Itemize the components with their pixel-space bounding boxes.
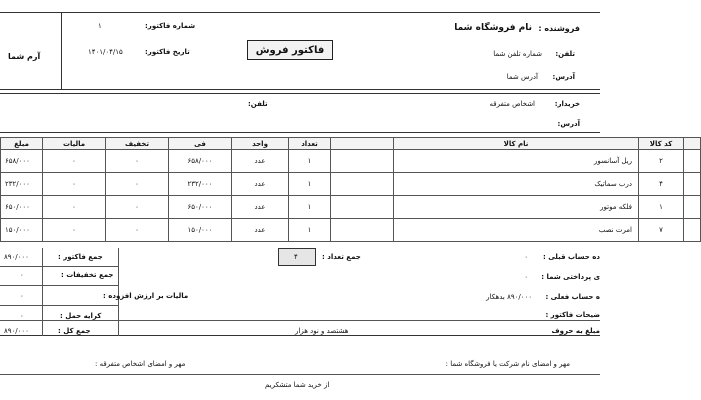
- cell-price: ۱۵۰/۰۰۰: [169, 219, 232, 242]
- grand-total-label: جمع کل :: [58, 327, 91, 335]
- header-qty: تعداد: [289, 138, 331, 150]
- prev-balance-value: ۰: [524, 253, 528, 261]
- summary-labels-divider: [118, 248, 119, 320]
- seller-address: آدرس شما: [506, 73, 538, 81]
- cell-unit: عدد: [232, 196, 289, 219]
- words-value: هشتصد و نود هزار: [295, 327, 349, 335]
- cell-code: ۴: [639, 173, 684, 196]
- grand-total-value: ۸۹۰/۰۰۰: [4, 327, 29, 335]
- seller-phone-label: تلفن:: [555, 50, 575, 58]
- table-row: [1, 219, 701, 242]
- buyer-phone-label: تلفن:: [248, 100, 268, 108]
- cell-qty: ۱: [289, 150, 331, 173]
- header-code: کد کالا: [639, 138, 684, 150]
- cell-unit: عدد: [232, 173, 289, 196]
- header-price: فی: [169, 138, 232, 150]
- cell-name: فلکه موتور: [394, 196, 639, 219]
- header-tax: مالیات: [43, 138, 106, 150]
- cell-discount: ۰: [106, 219, 169, 242]
- your-payment-value: ۰: [524, 273, 528, 281]
- cell-discount: ۰: [106, 173, 169, 196]
- cell-spacer: [331, 173, 394, 196]
- cell-price: ۶۵۸/۰۰۰: [169, 150, 232, 173]
- invoice-total-label: جمع فاکتور :: [58, 253, 103, 261]
- cell-qty: ۱: [289, 196, 331, 219]
- current-balance-value: ۸۹۰/۰۰۰ بدهکار: [486, 293, 532, 301]
- grand-total-divider: [42, 320, 43, 336]
- invoice-number: ۱: [98, 22, 102, 30]
- cell-amount: ۱۵۰/۰۰۰: [1, 219, 43, 242]
- your-payment-label: ی پرداختی شما :: [541, 273, 600, 281]
- items-table: [0, 137, 701, 242]
- seller-phone: شماره تلفن شما: [493, 50, 542, 58]
- cell-discount: ۰: [106, 150, 169, 173]
- invoice-date-label: تاریخ فاکتور:: [145, 48, 190, 56]
- header-discount: تخفیف: [106, 138, 169, 150]
- cell-name: امرت نصب: [394, 219, 639, 242]
- header-name: نام کالا: [394, 138, 639, 150]
- buyer-box: [0, 93, 600, 133]
- cell-code: ۱: [639, 196, 684, 219]
- invoice-date: ۱۴۰۱/۰۴/۱۵: [88, 48, 123, 56]
- cell-qty: ۱: [289, 173, 331, 196]
- words-divider: [118, 320, 119, 336]
- cell-price: ۶۵۰/۰۰۰: [169, 196, 232, 219]
- header-amount: مبلغ: [1, 138, 43, 150]
- cell-unit: عدد: [232, 150, 289, 173]
- cell-qty: ۱: [289, 219, 331, 242]
- thanks-text: از خرید شما متشکریم: [265, 381, 330, 389]
- summary-rule-2: [0, 285, 118, 286]
- discounts-label: جمع تخفیفات :: [61, 271, 114, 279]
- table-header-row: [1, 138, 701, 150]
- seller-address-label: آدرس:: [552, 73, 575, 81]
- buyer-name: اشخاص متفرقه: [489, 100, 535, 108]
- cell-price: ۲۳۲/۰۰۰: [169, 173, 232, 196]
- vat-label: مالیات بر ارزش افزوده :: [103, 292, 189, 300]
- cell-discount: ۰: [106, 196, 169, 219]
- buyer-signature: مهر و امضای اشخاص متفرقه :: [95, 360, 186, 368]
- logo-box: [0, 12, 62, 90]
- invoice-total-value: ۸۹۰/۰۰۰: [4, 253, 29, 261]
- shipping-value: ۰: [20, 312, 24, 320]
- total-count-label: جمع تعداد :: [322, 253, 361, 261]
- total-count-value: ۴: [294, 253, 298, 261]
- summary-amounts-divider: [42, 248, 43, 320]
- header-unit: واحد: [232, 138, 289, 150]
- summary-rule-1: [0, 266, 118, 267]
- cell-amount: ۶۵۰/۰۰۰: [1, 196, 43, 219]
- cell-row: [684, 219, 701, 242]
- summary-rule-4: [0, 320, 600, 321]
- cell-tax: ۰: [43, 173, 106, 196]
- cell-tax: ۰: [43, 150, 106, 173]
- cell-spacer: [331, 196, 394, 219]
- cell-code: ۲: [639, 150, 684, 173]
- cell-amount: ۶۵۸/۰۰۰: [1, 150, 43, 173]
- invoice-number-label: شماره فاکتور:: [145, 22, 196, 30]
- seller-label: فروشنده :: [538, 24, 580, 33]
- prev-balance-label: ده حساب قبلی :: [542, 253, 600, 261]
- buyer-address-label: آدرس:: [557, 120, 580, 128]
- cell-code: ۷: [639, 219, 684, 242]
- invoice-title: فاکتور فروش: [247, 40, 333, 60]
- cell-name: ریل آسانسور: [394, 150, 639, 173]
- vat-value: ۰: [20, 292, 24, 300]
- cell-tax: ۰: [43, 196, 106, 219]
- shipping-label: کرایه حمل :: [60, 312, 102, 320]
- seller-signature: مهر و امضای نام شرکت یا فروشگاه شما :: [445, 360, 570, 368]
- table-row: [1, 173, 701, 196]
- header-spacer: [331, 138, 394, 150]
- discounts-value: ۰: [20, 271, 24, 279]
- cell-unit: عدد: [232, 219, 289, 242]
- cell-row: [684, 150, 701, 173]
- table-row: [1, 196, 701, 219]
- cell-spacer: [331, 150, 394, 173]
- cell-row: [684, 196, 701, 219]
- cell-tax: ۰: [43, 219, 106, 242]
- notes-label: ضیحات فاکتور :: [545, 311, 600, 319]
- table-row: [1, 150, 701, 173]
- seller-name: نام فروشگاه شما: [454, 23, 532, 33]
- logo-text: آرم شما: [8, 52, 41, 61]
- cell-name: درب سماتیک: [394, 173, 639, 196]
- current-balance-label: ه حساب فعلی :: [545, 293, 600, 301]
- cell-spacer: [331, 219, 394, 242]
- cell-row: [684, 173, 701, 196]
- words-label: مبلغ به حروف: [551, 327, 600, 335]
- cell-amount: ۲۳۲/۰۰۰: [1, 173, 43, 196]
- header-row: [684, 138, 701, 150]
- summary-rule-3: [0, 305, 118, 306]
- thanks-rule: [0, 374, 600, 375]
- buyer-label: خریدار:: [554, 100, 580, 108]
